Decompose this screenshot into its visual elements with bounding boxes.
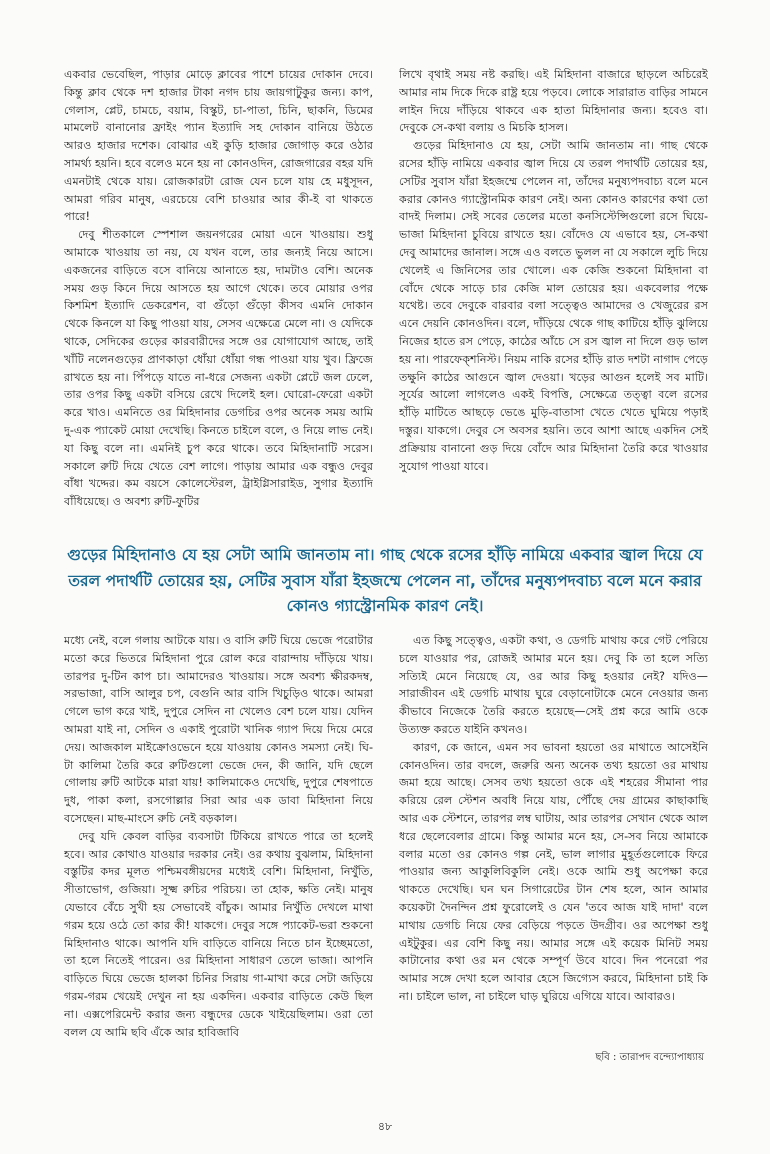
page-number: ৪৮ (377, 1120, 393, 1133)
article-column-bottom-right (399, 632, 708, 1044)
paragraph: কারণ, কে জানে, এমন সব ভাবনা হয়তো ওর মাথাতে আসেইনি কোনওদিন। তার বদলে, জরুরি অন্য অনেক তথ্য হয়তো ওর মাথায় জমা হয়ে আছে। সেসব তথ্য হয়তো ওকে এই শহরের সীমানা পার করিয়ে রেল স্টেশন অবধি নিয়ে যায়, পৌঁছে দেয় গ্রামের কাছাকাছি আর এক স্টেশনে, তারপর লম্ব ঘাটায়, আর তারপর সেখান থেকে আল ধরে ছেলেবেলার গ্রামে। কিন্তু আমার মনে হয়, সে-সব নিয়ে আমাকে বলার মতো ওর কোনও গল্প নেই, ভাল লাগার মুহূর্তগুলোকে ফিরে পাওয়ার জন্য আকুলিবিকুলি নেই। ওকে আমি শুধু অপেক্ষা করে থাকতে দেখেছি। ঘন ঘন সিগারেটের টান শেষ হলে, আন আমার কয়েকটা দৈনন্দিন প্রশ্ন ফুরোলেই ও যেন 'তবে আজ যাই দাদা' বলে মাথায় ডেগচি নিয়ে ফের বেড়িয়ে পড়তে উদগ্রীব। ওর অপেক্ষা শুধু এইটুকুর। এর বেশি কিছু নয়। আমার সঙ্গে এই কয়েক মিনিট সময় কাটানোর কথা ওর মন থেকে সম্পূর্ণ উবে যাবে। দিন পনেরো পর আমার সঙ্গে দেখা হলে আবার হেসে জিগ্যেস করবে, মিহিদানা চাই কি না। চাইলে ভাল, না চাইলে ঘাড় ঘুরিয়ে এগিয়ে যাবে। আবারও। (399, 740, 708, 1003)
paragraph: লিখে বৃথাই সময় নষ্ট করছি। এই মিহিদানা বাজারে ছাড়লে অচিরেই আমার নাম দিকে দিকে রাষ্ট্র হয়ে পড়বে। লোকে সারারাত বাড়ির সামনে লাইন দিয়ে দাঁড়িয়ে থাকবে এক হাতা মিহিদানার জন্য। হবেও বা। দেবুকে সে-কথা বলায় ও মিচকি হাসল। (399, 68, 708, 135)
article-column-top-right (399, 66, 708, 528)
paragraph: দেবু শীতকালে স্পেশাল জয়নগরের মোয়া এনে খাওয়ায়। শুধু আমাকে খাওয়ায় তা নয়, যে যখন বলে, তার জন্যই নিয়ে আসে। একজনের বাড়িতে বসে বানিয়ে আনাতে হয়, দামটাও বেশি। অনেক সময় গুড় কিনে দিয়ে আসতে হয় আগে থেকে। তবে মোয়ার ওপর কিশমিশ ইত্যাদি ডেকরেশন, বা গুঁড়ো গুঁড়ো কীসব এমনি দোকান থেকে কিনলে যা কিছু পাওয়া যায়, সেসব এক্ষেত্রে মেলে না। ও যেদিকে থাকে, সেদিকের গুড়ের কারবারীদের সঙ্গে ওর যোগাযোগ আছে, তাই খাঁটি নলেনগুড়ের প্রাণকাড়া ধোঁয়া ধোঁয়া গন্ধ পাওয়া যায় খুব। ফ্রিজে রাখতে হয় না। পিঁপড়ে যাতে না-ধরে সেজন্য একটা প্লেটে জল ঢেলে, তার ওপর কিছু একটা বসিয়ে রেখে দিলেই হল। ঘোরো-ফেরো একটা করে খাও। এমনিতে ওর মিহিদানার ডেগচির ওপর অনেক সময় আমি দু-এক প্যাকেট মোয়া দেখেছি। কিনতে চাইলে বলে, ও নিয়ে লাভ নেই। যা কিছু বলে না। এমনিই চুপ করে থাকে। তবে মিহিদানাটি সরেস। সকালে রুটি দিয়ে খেতে বেশ লাগে। পাড়ায় আমার এক বন্ধুও দেবুর বাঁধা খদ্দের। কম বয়সে কোলেস্টেরল, ট্রাইগ্লিসারাইড, সুগার ইত্যাদি বাঁধিয়েছে। ও অবশ্য রুটি-ফুটির (64, 228, 373, 509)
paragraph: এত কিছু সত্ত্বেও, একটা কথা, ও ডেগচি মাথায় করে গেট পেরিয়ে চলে যাওয়ার পর, রোজই আমার মনে হয়। দেবু কি তা হলে সত্যি সত্যিই মেনে নিয়েছে যে, ওর আর কিছু হওয়ার নেই? যদিও—সারাজীবন এই ডেগচি মাথায় ঘুরে বেড়ানোটাকে মেনে নেওয়ার জন্য কীভাবে নিজেকে তৈরি করতে হয়েছে—সেই প্রশ্ন করে আমি ওকে উত্যক্ত করতে যাইনি কখনও। (399, 634, 708, 736)
photo-credit: ছবি : তারাপদ বন্দ্যোপাধ্যায় (595, 1052, 704, 1063)
pull-quote: গুড়ের মিহিদানাও যে হয় সেটা আমি জানতাম না। গাছ থেকে রসের হাঁড়ি নামিয়ে একবার জ্বাল দিয়ে যে তরল পদার্থটি তোয়ের হয়, সেটির সুবাস যাঁরা ইহজম্মে পেলেন না, তাঁদের মনুষ্যপদবাচ্য বলে মনে করার কোনও গ্যাস্ট্রোনমিক কারণ নেই। (67, 546, 703, 616)
paragraph: মধ্যে নেই, বলে গলায় আটকে যায়। ও বাসি রুটি ঘিয়ে ভেজে পরোটার মতো করে ভিতরে মিহিদানা পুরে রোল করে বারান্দায় দাঁড়িয়ে খায়। তারপর দু-টিন কাপ চা। আমাদেরও খাওয়ায়। সঙ্গে অবশ্য ক্ষীরকদম্ব, সরভাজা, বাসি আলুর চপ, বেগুনি আর বাসি খিচুড়িও থাকে। আমরা গেলে ভাগ করে খাই, দুপুরে সেদিন না খেলেও বেশ চলে যায়। যেদিন আমরা যাই না, সেদিন ও একাই পুরোটা খানিক গ্যাপ দিয়ে দিয়ে মেরে দেয়। আজকাল মাইক্রোওভেনে হয়ে যাওয়ায় কোনও সমস্যা নেই। ঘি-টা কালিমা তৈরি করে রুটিগুলো ভেজে দেন, কী জানি, যদি ছেলে গোলায় রুটি আটকে মারা যায়! কালিমাকেও দেখেছি, দুপুরে শেষপাতে দুধ, পাকা কলা, রসগোল্লার সিরা আর এক ডাবা মিহিদানা নিয়ে বসেছেন। মাছ-মাংসে রুচি নেই বড়কাল। (64, 634, 373, 825)
article-column-bottom-left (64, 632, 373, 1082)
paragraph: দেবু যদি কেবল বাড়ির ব্যবসাটা টিকিয়ে রাখতে পারে তা হলেই হবে। আর কোথাও যাওয়ার দরকার নেই। ওর কথায় বুঝলাম, মিহিদানা বস্তুটির কদর মূলত পশ্চিমবঙ্গীয়দের মধ্যেই বেশি। মিহিদানা, নিখুঁতি, সীতাভোগ, গুজিয়া। সূক্ষ্ম রুচির পরিচয়। তা হোক, ক্ষতি নেই। মানুষ যেভাবে বেঁচে সুখী হয় সেভাবেই বাঁচুক। আমার নিখুঁতি দেখলে মাথা গরম হয়ে ওঠে তো কার কী! যাকগে। দেবুর সঙ্গে প্যাকেট-ভরা শুকনো মিহিদানাও থাকে। আপনি যদি বাড়িতে বানিয়ে নিতে চান ইচ্ছেমতো, তা হলে নিতেই পারেন। ওর মিহিদানা সাধারণ তেলে ভাজা। আপনি বাড়িতে ঘিয়ে ভেজে হালকা চিনির সিরায় গা-মাখা করে সেটা জড়িয়ে গরম-গরম খেয়েই দেখুন না হয় একদিন। একবার বাড়িতে কেউ ছিল না। এক্সপেরিমেন্ট করার জন্য বন্ধুদের ডেকে খাইয়েছিলাম। ওরা তো বলল যে আমি ছবি এঁকে আর হাবিজাবি (64, 829, 373, 1039)
article-column-top-left (64, 66, 373, 528)
paragraph: গুড়ের মিহিদানাও যে হয়, সেটা আমি জানতাম না। গাছ থেকে রসের হাঁড়ি নামিয়ে একবার জ্বাল দিয়ে যে তরল পদার্থটি তোয়ের হয়, সেটির সুবাস যাঁরা ইহজম্মে পেলেন না, তাঁদের মনুষ্যপদবাচ্য বলে মনে করার কোনও গ্যাস্ট্রোনমিক কারণ নেই। অন্য কোনও কারণের কথা তো বাদই দিলাম। সেই সবের তেলের মতো কনসিস্টেন্সিগুলো রসে ঘিয়ে-ভাজা মিহিদানা চুবিয়ে রাখতে হয়। বোঁদেও যে এভাবে হয়, সে-কথা দেবু আমাদের জানাল। সঙ্গে এও বলতে ভুলল না যে সকালে লুচি দিয়ে খেলেই এ জিনিসের তার খোলে। এক কেজি শুকনো মিহিদানা বা বোঁদে থেকে সাড়ে চার কেজি মাল তোয়ের হয়। একবেলার পক্ষে যথেষ্ট। তবে দেবুকে বারবার বলা সত্ত্বেও আমাদের ও খেজুরের রস এনে দেয়নি কোনওদিন। বলে, দাঁড়িয়ে থেকে গাছ কাটিয়ে হাঁড়ি ঝুলিয়ে নিজের হাতে রস পেড়ে, কাঠের আঁচে সে রস জ্বাল না দিলে গুড় ভাল হয় না। পারফেক্শনিস্ট। নিয়ম নাকি রসের হাঁড়ি রাত দশটা নাগাদ পেড়ে তক্ষুনি কাঠের আগুনে জ্বাল দেওয়া। খড়ের আগুন হলেই সব মাটি। সূর্যের আলো লাগলেও একই বিপত্তি, সেক্ষেত্রে তত্ত্বা বলে রসের হাঁড়ি মাটিতে আছড়ে ভেঙে মুড়ি-বাতাসা খেতে খেতে ঘুমিয়ে পড়াই দস্তুর। যাকগে। দেবুর সে অবসর হয়নি। তবে আশা আছে একদিন সেই প্রক্রিয়ায় বানানো গুড় দিয়ে বোঁদে আর মিহিদানা তৈরি করে খাওয়ার সুযোগ পাওয়া যাবে। (399, 139, 708, 473)
paragraph: একবার ভেবেছিল, পাড়ার মোড়ে ক্লাবের পাশে চায়ের দোকান দেবে। কিন্তু ক্লাব থেকে দশ হাজার টাকা নগদ চায় জায়গাটুকুর জন্য। কাপ, গেলাস, প্লেট, চামচে, বয়াম, বিস্কুট, চা-পাতা, চিনি, ছাকনি, ডিমের মামলেট বানানোর ফ্রাইং প্যান ইত্যাদি সহ দোকান বানিয়ে উঠতে আরও হাজার দশেক। বোঝার এই কুড়ি হাজার জোগাড় করে ওঠার সামর্থ্য হয়নি। হবে বলেও মনে হয় না কোনওদিন, রোজগারের বহর যদি এমনটাই থেকে যায়। রোজকারটা রোজ যেন চলে যায় হে মধুসূদন, আমরা গরিব মানুষ, এরচেয়ে বেশি চাওয়ার আর কী-ই বা থাকতে পারে! (64, 68, 373, 224)
